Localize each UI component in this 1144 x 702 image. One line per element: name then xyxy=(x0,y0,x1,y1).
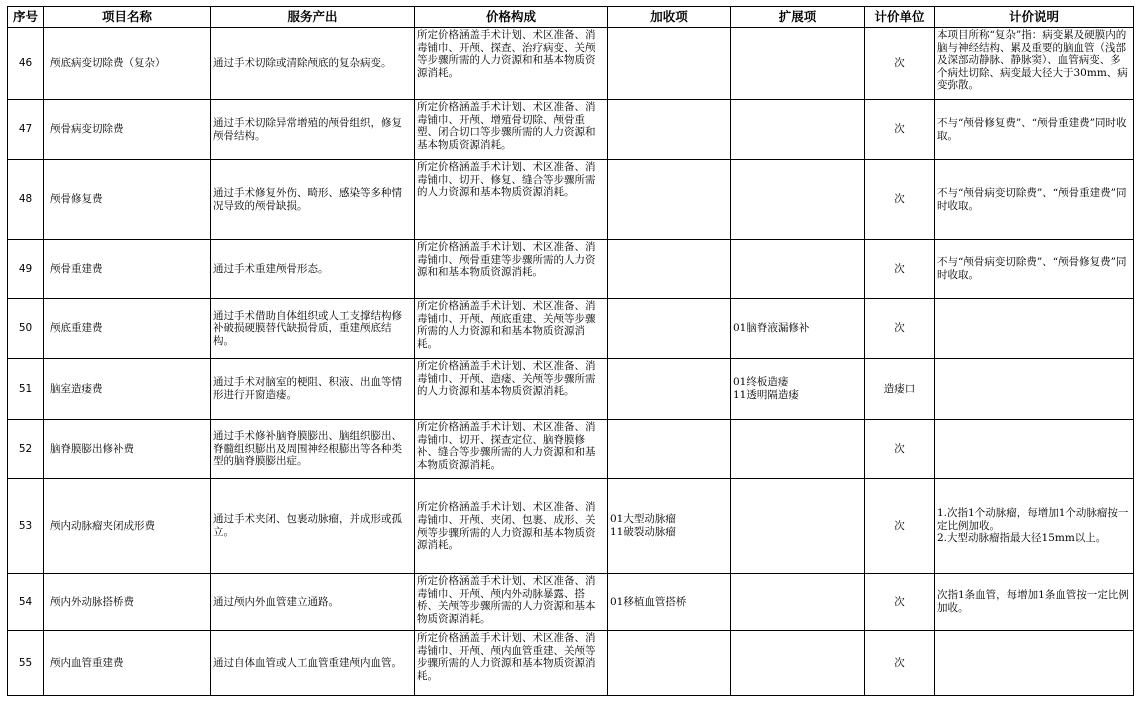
cell-seq: 50 xyxy=(8,299,44,359)
cell-surcharge xyxy=(608,420,731,479)
cell-surcharge xyxy=(608,160,731,240)
cell-pricing-unit: 次 xyxy=(865,299,935,359)
cell-pricing-unit: 造瘘口 xyxy=(865,359,935,420)
cell-service-output: 通过颅内外血管建立通路。 xyxy=(211,574,415,631)
header-seq: 序号 xyxy=(8,7,44,28)
cell-service-output: 通过手术夹闭、包裹动脉瘤，并成形或孤立。 xyxy=(211,479,415,574)
cell-price-composition: 所定价格涵盖手术计划、术区准备、消毒铺巾、开颅、颅内外动脉暴露、搭桥、关颅等步骤所需的人力资源和基本物质资源消耗。 xyxy=(415,574,608,631)
cell-price-composition: 所定价格涵盖手术计划、术区准备、消毒铺巾、开颅、颅内血管重建、关颅等步骤所需的人力资源和基本物质资源消耗。 xyxy=(415,631,608,696)
cell-extension xyxy=(731,574,865,631)
cell-item-name: 脑脊膜膨出修补费 xyxy=(44,420,211,479)
cell-surcharge xyxy=(608,631,731,696)
cell-item-name: 颅底病变切除费（复杂） xyxy=(44,28,211,100)
cell-seq: 54 xyxy=(8,574,44,631)
cell-pricing-note: 本项目所称“复杂”指：病变累及硬膜内的脑与神经结构、累及重要的脑血管（浅部及深部动静脉、静脉窦）、血管病变、多个病灶切除、病变最大径大于30mm、病变弥散。 xyxy=(935,28,1134,100)
cell-price-composition: 所定价格涵盖手术计划、术区准备、消毒铺巾、开颅、颅底重建、关颅等步骤所需的人力资源和和基本物质资源消耗。 xyxy=(415,299,608,359)
cell-pricing-unit: 次 xyxy=(865,631,935,696)
header-surcharge: 加收项 xyxy=(608,7,731,28)
cell-pricing-note: 不与“颅骨病变切除费”、“颅骨重建费”同时收取。 xyxy=(935,160,1134,240)
cell-pricing-note xyxy=(935,420,1134,479)
table-row xyxy=(8,28,1134,100)
cell-pricing-unit: 次 xyxy=(865,420,935,479)
cell-pricing-note xyxy=(935,359,1134,420)
cell-item-name: 颅内动脉瘤夹闭成形费 xyxy=(44,479,211,574)
cell-service-output: 通过手术借助自体组织或人工支撑结构修补破损硬膜替代缺损骨质，重建颅底结构。 xyxy=(211,299,415,359)
cell-service-output: 通过手术切除或清除颅底的复杂病变。 xyxy=(211,28,415,100)
cell-item-name: 颅骨重建费 xyxy=(44,240,211,299)
cell-surcharge: 01大型动脉瘤 11破裂动脉瘤 xyxy=(608,479,731,574)
pricing-table xyxy=(7,6,1134,696)
cell-seq: 51 xyxy=(8,359,44,420)
cell-price-composition: 所定价格涵盖手术计划、术区准备、消毒铺巾、开颅、探查、治疗病变、关颅等步骤所需的人力资源和和基本物质资源消耗。 xyxy=(415,28,608,100)
cell-seq: 46 xyxy=(8,28,44,100)
table-row xyxy=(8,631,1134,696)
cell-price-composition: 所定价格涵盖手术计划、术区准备、消毒铺巾、开颅、造瘘、关颅等步骤所需的人力资源和基本物质资源消耗。 xyxy=(415,359,608,420)
cell-price-composition: 所定价格涵盖手术计划、术区准备、消毒铺巾、开颅、夹闭、包裹、成形、关颅等步骤所需的人力资源和基本物质资源消耗。 xyxy=(415,479,608,574)
cell-pricing-note xyxy=(935,631,1134,696)
cell-service-output: 通过自体血管或人工血管重建颅内血管。 xyxy=(211,631,415,696)
cell-surcharge xyxy=(608,240,731,299)
cell-pricing-note: 1.次指1个动脉瘤，每增加1个动脉瘤按一定比例加收。 2.大型动脉瘤指最大径15mm以上。 xyxy=(935,479,1134,574)
header-service-output: 服务产出 xyxy=(211,7,415,28)
cell-seq: 55 xyxy=(8,631,44,696)
cell-pricing-unit: 次 xyxy=(865,574,935,631)
cell-pricing-unit: 次 xyxy=(865,240,935,299)
table-row xyxy=(8,299,1134,359)
cell-surcharge xyxy=(608,28,731,100)
cell-item-name: 脑室造瘘费 xyxy=(44,359,211,420)
table-header-row xyxy=(8,7,1134,28)
cell-item-name: 颅内外动脉搭桥费 xyxy=(44,574,211,631)
cell-pricing-unit: 次 xyxy=(865,479,935,574)
table-row xyxy=(8,100,1134,160)
header-pricing-note: 计价说明 xyxy=(935,7,1134,28)
cell-seq: 52 xyxy=(8,420,44,479)
table-row xyxy=(8,479,1134,574)
cell-seq: 48 xyxy=(8,160,44,240)
cell-extension xyxy=(731,28,865,100)
cell-seq: 49 xyxy=(8,240,44,299)
cell-service-output: 通过手术切除异常增殖的颅骨组织，修复颅骨结构。 xyxy=(211,100,415,160)
cell-service-output: 通过手术修补脑脊膜膨出、脑组织膨出、脊髓组织膨出及周围神经根膨出等各种类型的脑脊膜膨出症。 xyxy=(211,420,415,479)
table-row xyxy=(8,359,1134,420)
table-row xyxy=(8,420,1134,479)
cell-extension xyxy=(731,420,865,479)
cell-seq: 53 xyxy=(8,479,44,574)
cell-extension: 01终板造瘘 11透明隔造瘘 xyxy=(731,359,865,420)
cell-price-composition: 所定价格涵盖手术计划、术区准备、消毒铺巾、开颅、增殖骨切除、颅骨重塑、闭合切口等步骤所需的人力资源和基本物质资源消耗。 xyxy=(415,100,608,160)
cell-price-composition: 所定价格涵盖手术计划、术区准备、消毒铺巾、切开、修复、缝合等步骤所需的人力资源和基本物质资源消耗。 xyxy=(415,160,608,240)
cell-item-name: 颅骨病变切除费 xyxy=(44,100,211,160)
header-extension: 扩展项 xyxy=(731,7,865,28)
cell-item-name: 颅内血管重建费 xyxy=(44,631,211,696)
table-row xyxy=(8,574,1134,631)
cell-pricing-note: 次指1条血管，每增加1条血管按一定比例加收。 xyxy=(935,574,1134,631)
cell-service-output: 通过手术修复外伤、畸形、感染等多种情况导致的颅骨缺损。 xyxy=(211,160,415,240)
cell-pricing-note xyxy=(935,299,1134,359)
cell-surcharge: 01移植血管搭桥 xyxy=(608,574,731,631)
cell-service-output: 通过手术对脑室的梗阻、积液、出血等情形进行开窗造瘘。 xyxy=(211,359,415,420)
cell-surcharge xyxy=(608,299,731,359)
cell-price-composition: 所定价格涵盖手术计划、术区准备、消毒铺巾、颅骨重建等步骤所需的人力资源和和基本物质资源消耗。 xyxy=(415,240,608,299)
cell-service-output: 通过手术重建颅骨形态。 xyxy=(211,240,415,299)
cell-extension: 01脑脊液漏修补 xyxy=(731,299,865,359)
table-row xyxy=(8,240,1134,299)
cell-extension xyxy=(731,160,865,240)
table-row xyxy=(8,160,1134,240)
cell-extension xyxy=(731,100,865,160)
cell-surcharge xyxy=(608,100,731,160)
header-price-composition: 价格构成 xyxy=(415,7,608,28)
header-pricing-unit: 计价单位 xyxy=(865,7,935,28)
cell-pricing-unit: 次 xyxy=(865,100,935,160)
cell-extension xyxy=(731,479,865,574)
header-item-name: 项目名称 xyxy=(44,7,211,28)
cell-pricing-unit: 次 xyxy=(865,28,935,100)
cell-price-composition: 所定价格涵盖手术计划、术区准备、消毒铺巾、切开、探查定位、脑脊膜修补、缝合等步骤所需的人力资源和和基本物质资源消耗。 xyxy=(415,420,608,479)
cell-item-name: 颅骨修复费 xyxy=(44,160,211,240)
cell-extension xyxy=(731,240,865,299)
cell-seq: 47 xyxy=(8,100,44,160)
cell-item-name: 颅底重建费 xyxy=(44,299,211,359)
cell-pricing-note: 不与“颅骨病变切除费”、“颅骨修复费”同时收取。 xyxy=(935,240,1134,299)
cell-pricing-note: 不与“颅骨修复费”、“颅骨重建费”同时收取。 xyxy=(935,100,1134,160)
cell-extension xyxy=(731,631,865,696)
cell-pricing-unit: 次 xyxy=(865,160,935,240)
cell-surcharge xyxy=(608,359,731,420)
